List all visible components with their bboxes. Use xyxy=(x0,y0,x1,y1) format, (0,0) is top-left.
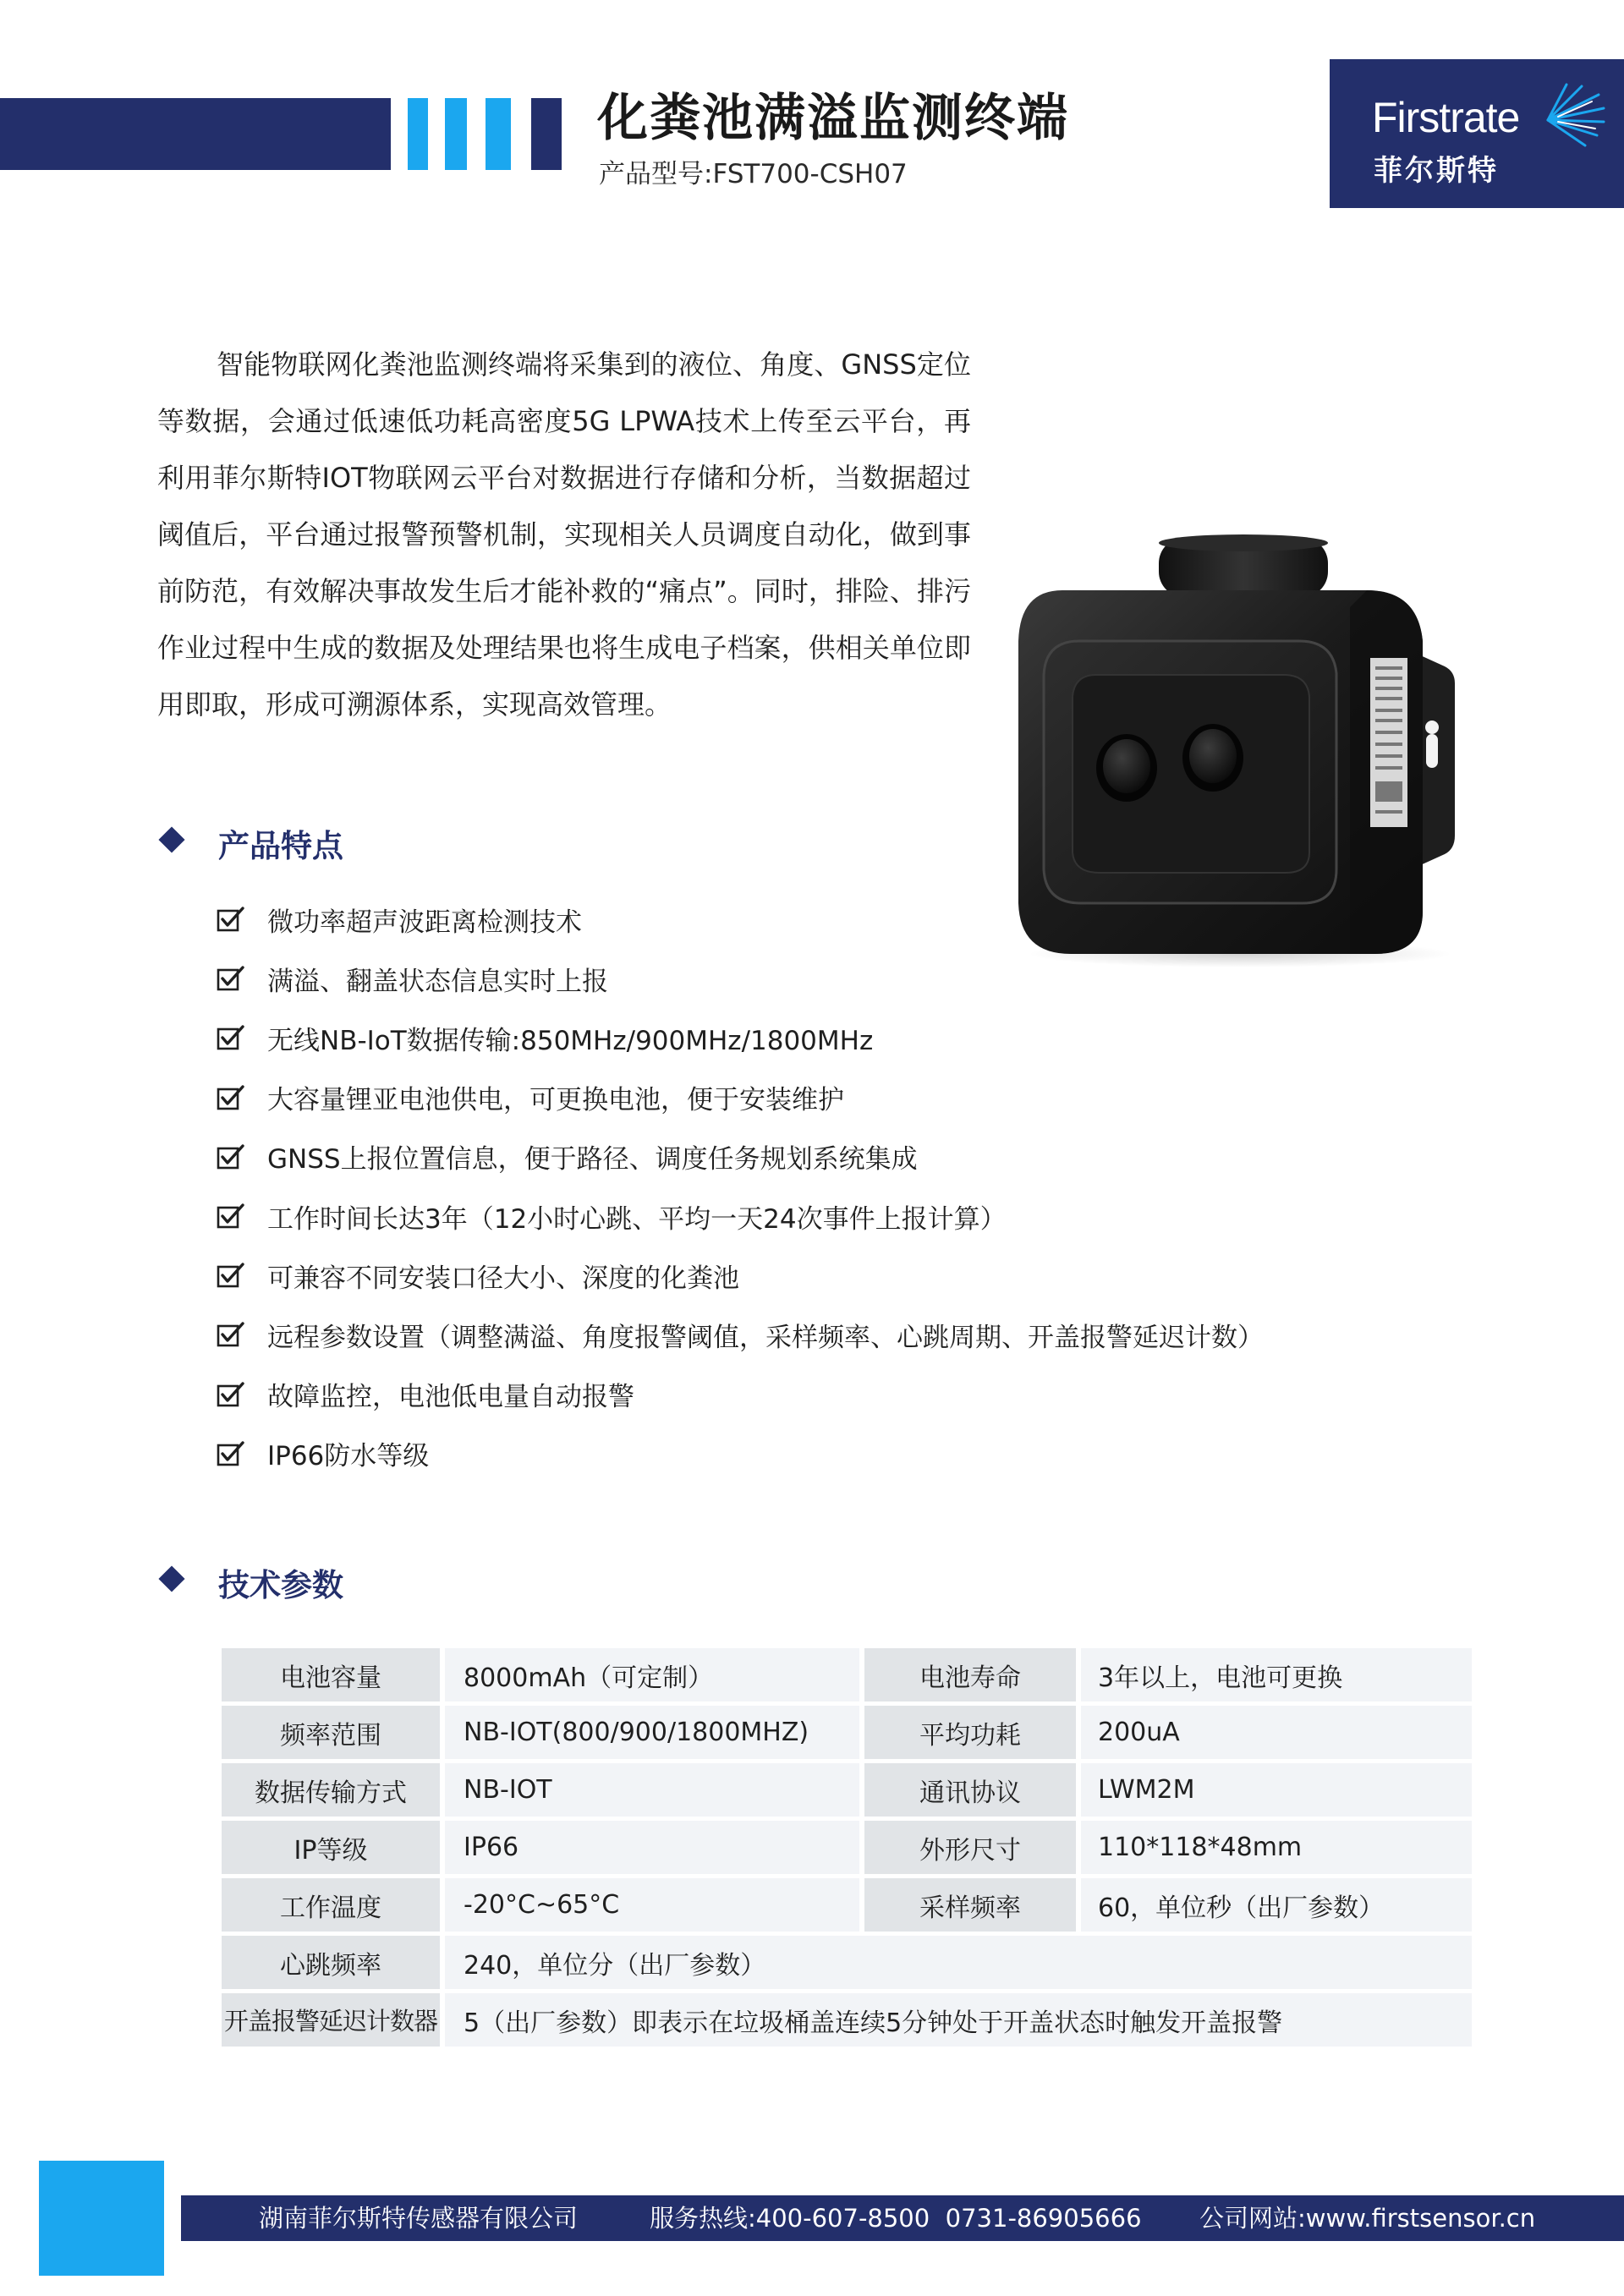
feature-text: GNSS上报位置信息，便于路径、调度任务规划系统集成 xyxy=(267,1144,918,1175)
logo-chinese-name: 菲尔斯特 xyxy=(1374,154,1499,188)
spec-value: NB-IOT xyxy=(440,1763,859,1817)
spec-value: -20°C~65°C xyxy=(440,1878,859,1932)
spec-table xyxy=(222,1644,1472,2051)
spec-label: 工作温度 xyxy=(222,1878,440,1932)
checkbox-checked-icon xyxy=(217,1024,245,1051)
feature-text: 微功率超声波距离检测技术 xyxy=(267,907,582,938)
spec-value: 240，单位分（出厂参数） xyxy=(440,1936,1472,1989)
burst-icon xyxy=(1514,83,1607,151)
company-logo xyxy=(1330,59,1624,208)
footer-website: 公司网站:www.firstsensor.cn xyxy=(1199,2204,1536,2233)
feature-item xyxy=(217,1365,1264,1424)
feature-item xyxy=(217,890,1264,949)
spec-row xyxy=(222,1763,1472,1817)
checkbox-checked-icon xyxy=(217,1203,245,1230)
feature-item xyxy=(217,1246,1264,1305)
feature-item xyxy=(217,949,1264,1008)
spec-value: IP66 xyxy=(440,1821,859,1874)
footer-hotline: 服务热线:400-607-8500 0731-86905666 xyxy=(650,2204,1142,2233)
checkbox-checked-icon xyxy=(217,1440,245,1467)
spec-value: LWM2M xyxy=(1076,1763,1472,1817)
checkbox-checked-icon xyxy=(217,906,245,933)
spec-label: 频率范围 xyxy=(222,1706,440,1759)
feature-text: 无线NB-IoT数据传输:850MHz/900MHz/1800MHz xyxy=(267,1025,874,1056)
spec-value: 3年以上，电池可更换 xyxy=(1076,1648,1472,1701)
header-stripe xyxy=(486,98,511,170)
checkbox-checked-icon xyxy=(217,1143,245,1170)
spec-label: 通讯协议 xyxy=(859,1763,1076,1817)
spec-row xyxy=(222,1993,1472,2047)
header-stripe xyxy=(408,98,428,170)
header-stripe xyxy=(531,98,562,170)
checkbox-checked-icon xyxy=(217,1084,245,1111)
page-title: 化粪池满溢监测终端 xyxy=(597,89,1069,148)
checkbox-checked-icon xyxy=(217,1381,245,1408)
spec-row xyxy=(222,1648,1472,1701)
spec-row xyxy=(222,1936,1472,1989)
spec-label: 平均功耗 xyxy=(859,1706,1076,1759)
feature-text: 可兼容不同安装口径大小、深度的化粪池 xyxy=(267,1263,739,1294)
feature-list xyxy=(217,890,1264,1483)
spec-label: 电池寿命 xyxy=(859,1648,1076,1701)
spec-value: 5（出厂参数）即表示在垃圾桶盖连续5分钟处于开盖状态时触发开盖报警 xyxy=(440,1993,1472,2047)
header-band xyxy=(0,98,391,170)
spec-label: 采样频率 xyxy=(859,1878,1076,1932)
feature-item xyxy=(217,1186,1264,1246)
footer-company: 湖南菲尔斯特传感器有限公司 xyxy=(259,2204,579,2233)
section-diamond-icon xyxy=(158,826,184,852)
section-diamond-icon xyxy=(158,1565,184,1592)
spec-label: 心跳频率 xyxy=(222,1936,440,1989)
feature-item xyxy=(217,1068,1264,1127)
spec-label: 数据传输方式 xyxy=(222,1763,440,1817)
features-heading: 产品特点 xyxy=(218,828,343,864)
spec-row xyxy=(222,1878,1472,1932)
spec-value: 200uA xyxy=(1076,1706,1472,1759)
header-stripe xyxy=(445,98,467,170)
spec-label: 开盖报警延迟计数器 xyxy=(222,1993,440,2047)
spec-value: 8000mAh（可定制） xyxy=(440,1648,859,1701)
feature-text: 远程参数设置（调整满溢、角度报警阈值，采样频率、心跳周期、开盖报警延迟计数） xyxy=(267,1322,1264,1353)
feature-text: 故障监控，电池低电量自动报警 xyxy=(267,1382,634,1413)
feature-item xyxy=(217,1127,1264,1186)
spec-value: 110*118*48mm xyxy=(1076,1821,1472,1874)
footer-accent-block xyxy=(39,2161,164,2276)
checkbox-checked-icon xyxy=(217,965,245,992)
spec-label: 电池容量 xyxy=(222,1648,440,1701)
logo-wordmark: Firstrate xyxy=(1372,94,1520,141)
feature-item xyxy=(217,1424,1264,1483)
spec-row xyxy=(222,1706,1472,1759)
feature-text: 大容量锂亚电池供电，可更换电池，便于安装维护 xyxy=(267,1085,844,1116)
spec-row xyxy=(222,1821,1472,1874)
feature-text: 满溢、翻盖状态信息实时上报 xyxy=(267,966,608,997)
footer-bar xyxy=(181,2195,1624,2241)
feature-text: 工作时间长达3年（12小时心跳、平均一天24次事件上报计算） xyxy=(267,1203,1007,1235)
spec-label: IP等级 xyxy=(222,1821,440,1874)
feature-item xyxy=(217,1305,1264,1364)
intro-paragraph: 智能物联网化粪池监测终端将采集到的液位、角度、GNSS定位等数据，会通过低速低功耗高密度5G LPWA技术上传至云平台，再利用菲尔斯特IOT物联网云平台对数据进行存储和分析，当数据超过阈值后，平台通过报警预警机制，实现相关人员调度自动化，做到事前防范，有效解决事故发生后才能补救的“痛点”。同时，排险、排污作业过程中生成的数据及处理结果也将生成电子档案，供相关单位即用即取，形成可溯源体系，实现高效管理。 xyxy=(157,348,971,721)
spec-label: 外形尺寸 xyxy=(859,1821,1076,1874)
feature-text: IP66防水等级 xyxy=(267,1441,430,1472)
checkbox-checked-icon xyxy=(217,1262,245,1289)
specs-heading: 技术参数 xyxy=(218,1567,343,1603)
checkbox-checked-icon xyxy=(217,1321,245,1348)
spec-value: NB-IOT(800/900/1800MHZ) xyxy=(440,1706,859,1759)
feature-item xyxy=(217,1008,1264,1067)
product-model: 产品型号:FST700-CSH07 xyxy=(599,159,908,189)
spec-value: 60，单位秒（出厂参数） xyxy=(1076,1878,1472,1932)
